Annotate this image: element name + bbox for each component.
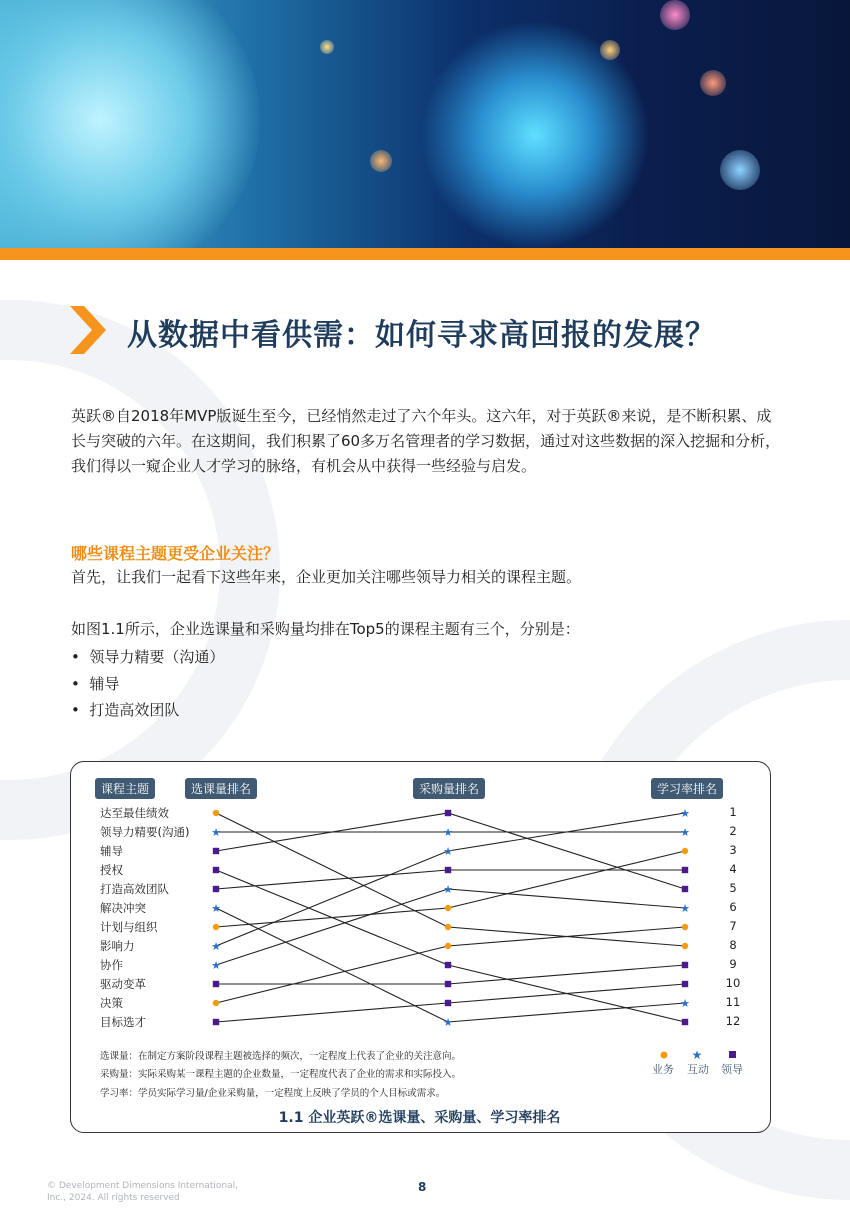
interaction-marker: ★ [680,997,690,1010]
section-lead: 首先，让我们一起看下这些年来，企业更加关注哪些领导力相关的课程主题。 [71,568,582,586]
rank-label: 6 [729,900,737,914]
interaction-marker: ★ [680,902,690,915]
legend-label-business: 业务 [652,1063,674,1076]
rank-label: 8 [729,938,737,952]
interaction-marker: ★ [680,826,690,839]
figure-intro: 如图1.1所示，企业选课量和采购量均排在Top5的课程主题有三个，分别是： [71,620,580,638]
interaction-marker: ★ [211,826,221,839]
topic-label: 打造高效团队 [100,882,169,896]
interaction-marker: ★ [443,845,453,858]
rank-label: 10 [725,976,741,990]
list-item: • 领导力精要（沟通） [71,648,225,666]
chevron-right-icon [70,306,106,354]
topic-label: 达至最佳绩效 [100,806,169,820]
interaction-marker: ★ [443,883,453,896]
topic-label: 授权 [100,863,123,877]
topic-label: 计划与组织 [100,920,158,934]
intro-paragraph: 英跃®自2018年MVP版诞生至今，已经悄然走过了六个年头。这六年，对于英跃®来说，是不断积累、成长与突破的六年。在这期间，我们积累了60多万名管理者的学习数据，通过对这些数据的深入挖掘和分析，我们得以一窥企业人才学习的脉络，有机会从中获得一些经验与启发。 [71,407,781,475]
topic-label: 驱动变革 [100,977,146,991]
page-title: 从数据中看供需：如何寻求高回报的发展？ [127,318,716,353]
legend-marker-business [661,1052,668,1059]
interaction-marker: ★ [211,902,221,915]
interaction-marker: ★ [211,959,221,972]
legend-marker-interaction: ★ [691,1048,703,1062]
legend-label-interaction: 互动 [687,1063,709,1076]
rank-label: 7 [729,919,737,933]
chart-note-selection: 选课量：在制定方案阶段课程主题被选择的频次，一定程度上代表了企业的关注意向。 [100,1051,462,1062]
interaction-marker: ★ [443,826,453,839]
interaction-marker: ★ [443,1016,453,1029]
figure-caption: 1.1 企业英跃®选课量、采购量、学习率排名 [278,1110,561,1126]
topic-label: 影响力 [100,939,135,953]
column-header-topic: 课程主题 [95,778,155,799]
orange-divider-bar [0,248,850,260]
rank-label: 1 [729,805,737,819]
topic-label: 解决冲突 [100,901,146,915]
page-number: 8 [418,1180,427,1194]
chart-note-purchase: 采购量：实际采购某一课程主题的企业数量，一定程度代表了企业的需求和实际投入。 [100,1069,462,1080]
copyright-notice [47,1180,238,1204]
legend-label-leadership: 领导 [721,1063,743,1076]
section-heading: 哪些课程主题更受企业关注？ [71,544,280,563]
column-header-purchase: 采购量排名 [413,778,485,799]
rank-label: 5 [729,881,737,895]
copyright-line: Inc., 2024. All rights reserved [47,1193,180,1203]
chart-note-learning: 学习率：学员实际学习量/企业采购量，一定程度上反映了学员的个人目标或需求。 [100,1088,446,1099]
legend-marker-leadership [729,1051,736,1058]
copyright-line: © Development Dimensions International, [47,1181,238,1191]
rank-label: 3 [729,843,737,857]
list-item: • 辅导 [71,675,120,693]
topic-label: 辅导 [100,844,123,858]
interaction-marker: ★ [680,807,690,820]
list-item: • 打造高效团队 [71,701,180,719]
rank-label: 4 [729,862,737,876]
rank-label: 9 [729,957,737,971]
column-header-learning: 学习率排名 [651,778,723,799]
topic-label: 决策 [100,996,123,1010]
interaction-marker: ★ [211,940,221,953]
topic-label: 协作 [100,958,123,972]
rank-label: 2 [729,824,737,838]
rank-label: 11 [725,995,741,1009]
chart-legend-markers [655,1048,745,1062]
column-header-selection: 选课量排名 [185,778,257,799]
hero-banner-image [0,0,850,248]
rank-label: 12 [725,1014,741,1028]
topic-label: 领导力精要(沟通) [100,825,190,839]
topic-label: 目标选才 [100,1015,146,1029]
